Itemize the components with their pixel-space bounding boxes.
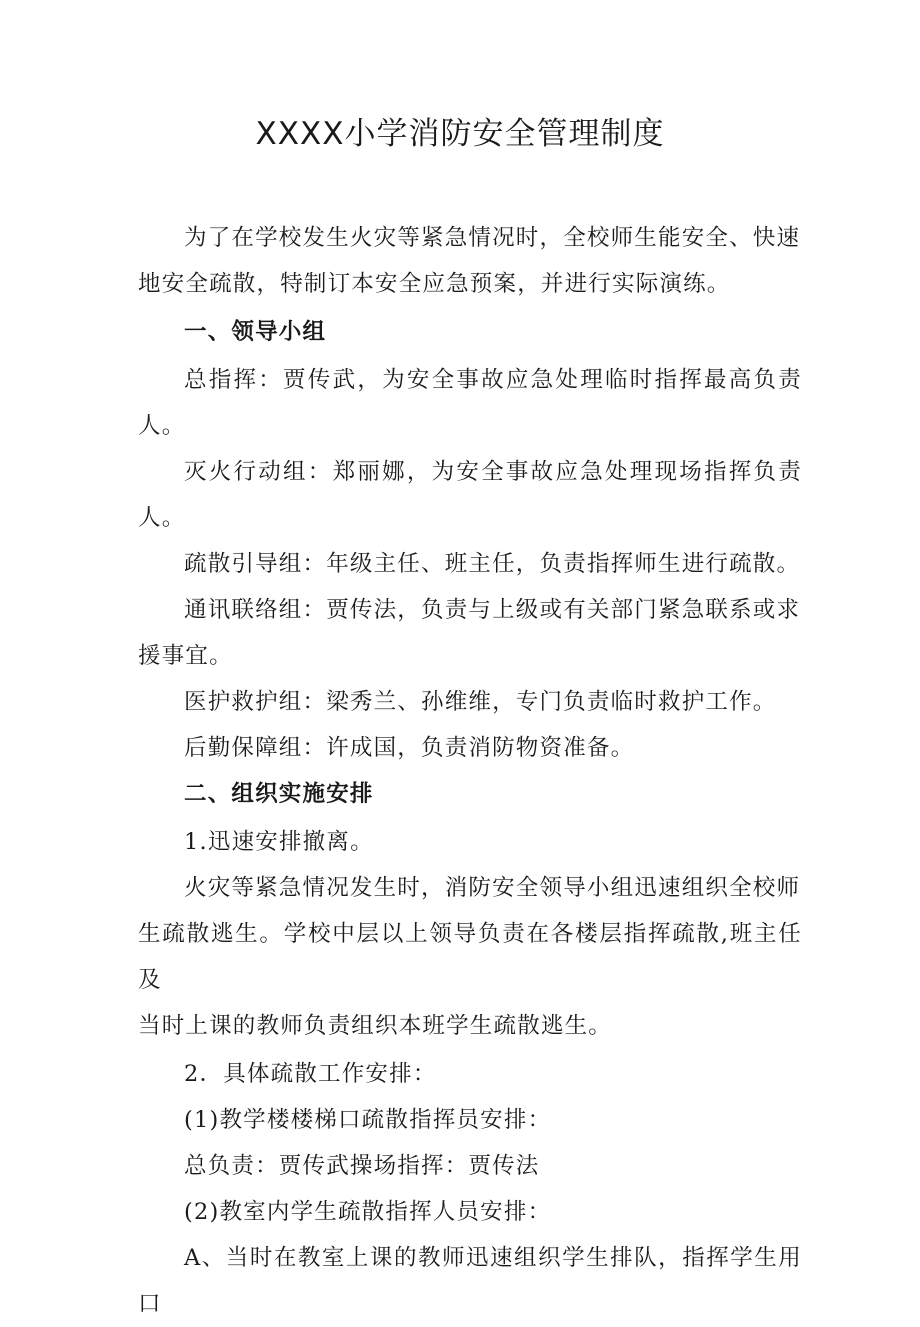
- leader-communication-line-2: 援事宜。: [138, 643, 233, 669]
- sub-item-2-heading: (2)教室内学生疏散指挥人员安排：: [184, 1199, 552, 1225]
- leader-commander: 总指挥：贾传武，为安全事故应急处理临时指挥最高负责人。: [138, 367, 802, 439]
- sub-item-a-line-1: A、当时在教室上课的教师迅速组织学生排队，指挥学生用口: [138, 1245, 802, 1317]
- intro-line-2: 地安全疏散，特制订本安全应急预案，并进行实际演练。: [138, 271, 731, 297]
- document-body: [138, 215, 802, 1327]
- section-heading-leadership: 一、领导小组: [184, 319, 327, 345]
- item-1-paragraph-line-3: 当时上课的教师负责组织本班学生疏散逃生。: [138, 1013, 613, 1039]
- intro-line-1: 为了在学校发生火灾等紧急情况时，全校师生能安全、快速: [184, 225, 801, 251]
- item-1-paragraph-line-2: 生疏散逃生。学校中层以上领导负责在各楼层指挥疏散,班主任及: [138, 921, 802, 993]
- item-2-heading: 2．具体疏散工作安排：: [184, 1061, 437, 1087]
- leader-logistics-team: 后勤保障组：许成国，负责消防物资准备。: [184, 735, 635, 761]
- leader-evacuation-team: 疏散引导组：年级主任、班主任，负责指挥师生进行疏散。: [184, 551, 801, 577]
- item-1-paragraph-line-1: 火灾等紧急情况发生时，消防安全领导小组迅速组织全校师: [184, 875, 801, 901]
- leader-medical-team: 医护救护组：梁秀兰、孙维维，专门负责临时救护工作。: [184, 689, 777, 715]
- document-title: XXXX小学消防安全管理制度: [255, 116, 665, 152]
- sub-item-1-detail: 总负责：贾传武操场指挥：贾传法: [184, 1153, 540, 1179]
- section-heading-arrangement: 二、组织实施安排: [184, 781, 374, 807]
- sub-item-1-heading: (1)教学楼楼梯口疏散指挥员安排：: [184, 1107, 552, 1133]
- item-1-heading: 1.迅速安排撤离。: [184, 829, 374, 855]
- leader-communication-line-1: 通讯联络组：贾传法，负责与上级或有关部门紧急联系或求: [184, 597, 801, 623]
- leader-fire-team: 灭火行动组：郑丽娜，为安全事故应急处理现场指挥负责人。: [138, 459, 802, 531]
